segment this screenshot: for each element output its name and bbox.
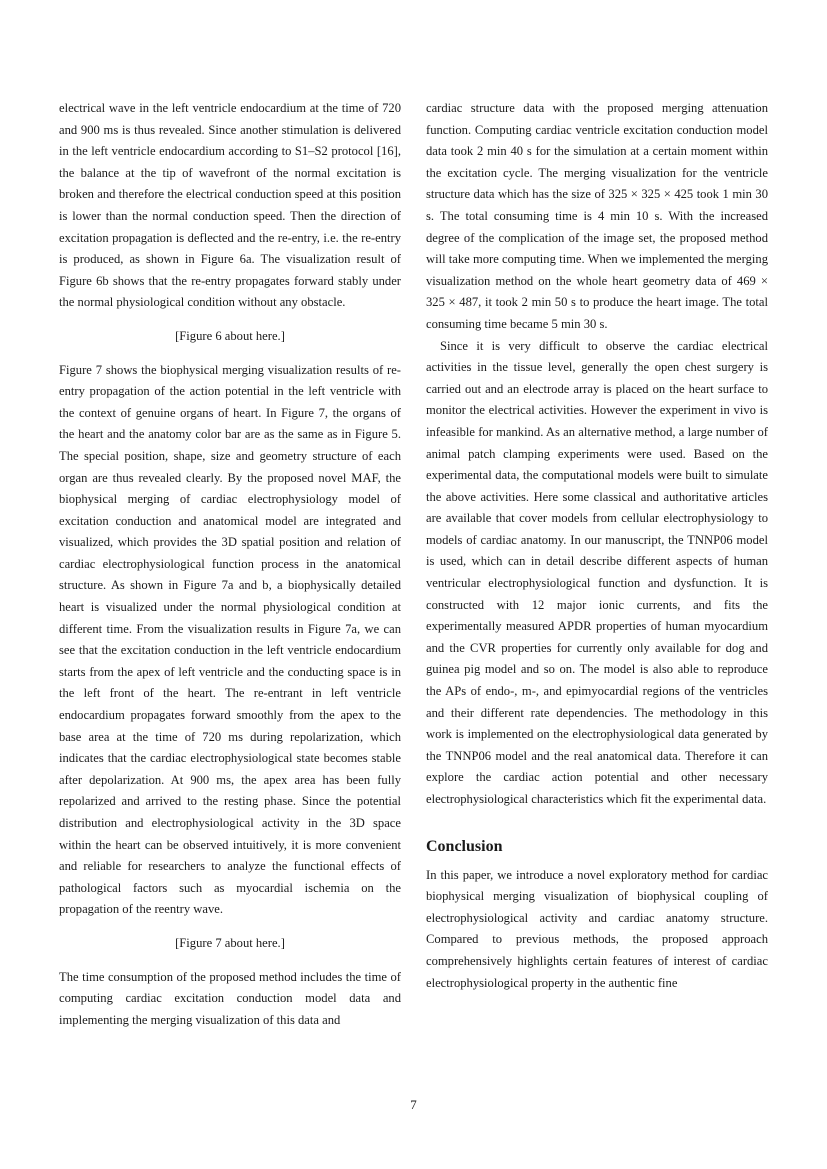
section-heading-conclusion: Conclusion <box>426 837 503 855</box>
body-paragraph: cardiac structure data with the proposed merging attenuation function. Computing cardiac ventricle excitation conduction model data took 2 min 40 s for the simulation at a certain moment within the excitation cycle. The merging visualization for the ventricle structure data which has the size of 325 × 325 × 425 took 1 min 30 s. The total consuming time is 4 min 10 s. With the increased degree of the complication of the image set, the proposed method will take more computing time. When we implemented the merging visualization method on the whole heart geometry data of 469 × 325 × 487, it took 2 min 50 s to produce the heart image. The total consuming time became 5 min 30 s. <box>426 101 768 331</box>
left-column <box>59 98 401 1031</box>
body-paragraph: electrical wave in the left ventricle endocardium at the time of 720 and 900 ms is thus revealed. Since another stimulation is delivered in the left ventricle endocardium according to S1–S2 protocol [16], the balance at the tip of wavefront of the normal excitation is broken and therefore the electrical conduction speed at this position is lower than the normal conduction speed. Then the direction of excitation propagation is deflected and the re-entry, i.e. the re-entry is produced, as shown in Figure 6a. The visualization result of Figure 6b shows that the re-entry propagates forward stably under the normal physiological condition without any obstacle. <box>59 101 401 310</box>
body-paragraph: Since it is very difficult to observe the cardiac electrical activities in the tissue level, generally the open chest surgery is carried out and an electrode array is placed on the heart surface to monitor the electrical activities. However the experiment in vivo is infeasible for mankind. As an alternative method, a large number of animal patch clamping experiments were used. Based on the experimental data, the computational models were built to simulate the above activities. Here some classical and authoritative articles are available that cover models from cellular electrophysiology to models of cardiac anatomy. In our manuscript, the TNNP06 model is used, which can in detail describe different aspects of human ventricular electrophysiological function and dysfunction. It is constructed with 12 major ionic currents, and fits the experimentally measured APDR properties of human myocardium and the CVR properties for currently only available for dog and guinea pig model and so on. The model is also able to reproduce the APs of endo-, m-, and epimyocardial regions of the ventricles and their different rate dependencies. The methodology in this work is implemented on the electrophysiological data generated by the TNNP06 model and the real anatomical data. Therefore it can explore the cardiac action potential and other necessary electrophysiological characteristics which fit the experimental data. <box>426 338 768 806</box>
figure-6-placeholder: [Figure 6 about here.] <box>175 328 285 343</box>
body-paragraph: Figure 7 shows the biophysical merging visualization results of re-entry propagation of the action potential in the left ventricle with the context of genuine organs of heart. In Figure 7, the organs of the heart and the anatomy color bar are as the same as in Figure 5. The special position, shape, size and geometry structure of each organ are thus revealed clearly. By the proposed novel MAF, the biophysical merging of cardiac electrophysiology model of excitation conduction and anatomical model are integrated and visualized, which provides the 3D spatial position and relation of cardiac electrophysiological function process in the anatomical structure. As shown in Figure 7a and b, a biophysically detailed heart is visualized under the normal physiological condition at different time. From the visualization results in Figure 7a, we can see that the excitation conduction in the left ventricle endocardium starts from the apex of left ventricle and the conducting space is in the left front of the heart. The re-entrant in left ventricle endocardium propagates forward smoothly from the apex to the base area at the time of 720 ms during repolarization, which indicates that the cardiac electrophysiological state becomes stable after depolarization. At 900 ms, the apex area has been fully repolarized and arrived to the resting phase. Since the potential distribution and electrophysiological activity in the 3D space within the heart can be observed intuitively, it is more convenient and reliable for researchers to analyze the functional effects of pathological factors such as myocardial ischemia on the propagation of the reentry wave. <box>59 362 401 917</box>
figure-7-placeholder: [Figure 7 about here.] <box>175 935 285 950</box>
body-paragraph: In this paper, we introduce a novel exploratory method for cardiac biophysical merging visualization of biophysical coupling of electrophysiological activity and cardiac anatomy structure. Compared to previous methods, the proposed approach comprehensively highlights certain features of interest of cardiac electrophysiological property in the authentic fine <box>426 867 768 990</box>
page-number: 7 <box>410 1097 417 1112</box>
right-column <box>426 98 768 994</box>
body-paragraph: The time consumption of the proposed method includes the time of computing cardiac excitation conduction model data and implementing the merging visualization of this data and <box>59 969 401 1027</box>
